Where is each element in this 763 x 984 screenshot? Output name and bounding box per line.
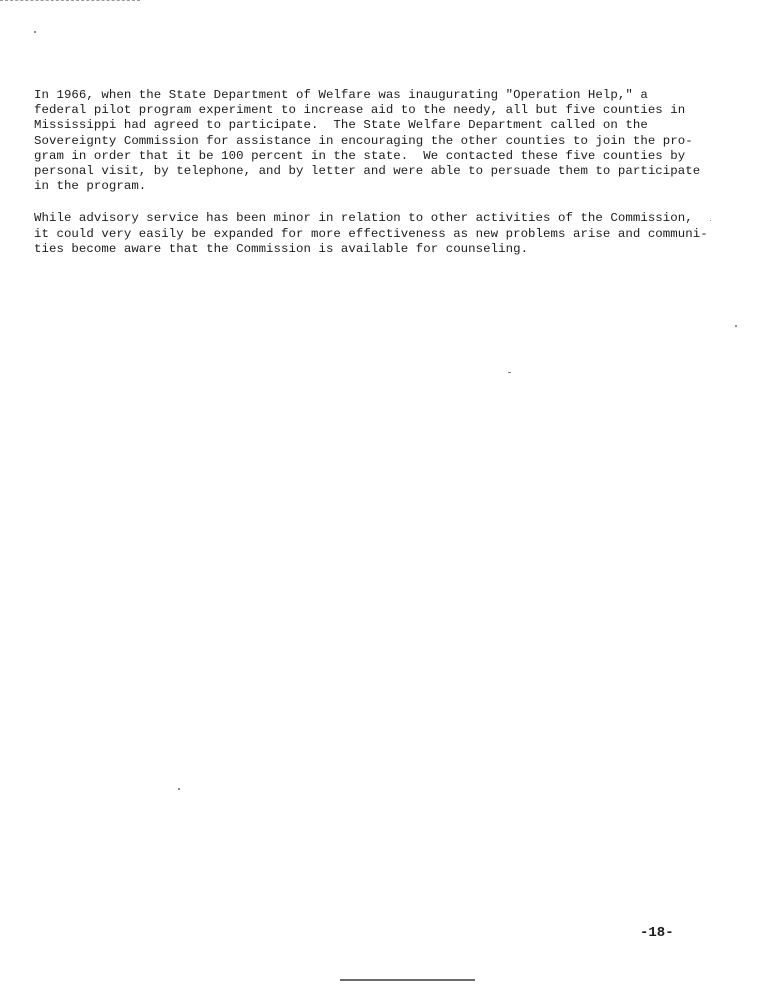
text-line: personal visit, by telephone, and by letter and were able to persuade them to participate <box>34 164 701 179</box>
text-line: ties become aware that the Commission is available for counseling. <box>34 241 529 256</box>
paragraph-advisory-service <box>34 211 724 257</box>
text-line: In 1966, when the State Department of Welfare was inaugurating "Operation Help," a <box>34 88 648 102</box>
text-line: federal pilot program experiment to increase aid to the needy, all but five counties in <box>34 103 686 118</box>
scan-speck <box>178 788 180 790</box>
text-line: Mississippi had agreed to participate. The State Welfare Department called on the <box>34 118 648 133</box>
scan-speck <box>508 372 511 373</box>
top-edge-dashes <box>0 0 140 3</box>
page-number: -18- <box>640 925 674 941</box>
bottom-rule <box>340 979 475 981</box>
text-line: gram in order that it be 100 percent in the state. We contacted these five counties by <box>34 148 686 163</box>
text-line: While advisory service has been minor in relation to other activities of the Commission, <box>34 211 693 226</box>
text-line: Sovereignty Commission for assistance in encouraging the other counties to join the pro- <box>34 133 693 148</box>
text-line: it could very easily be expanded for more effectiveness as new problems arise and communi- <box>34 226 708 241</box>
text-line: in the program. <box>34 179 147 194</box>
paragraph-operation-help <box>34 88 724 194</box>
body-text <box>34 88 724 257</box>
scan-speck <box>34 31 36 33</box>
scan-speck <box>735 325 737 327</box>
